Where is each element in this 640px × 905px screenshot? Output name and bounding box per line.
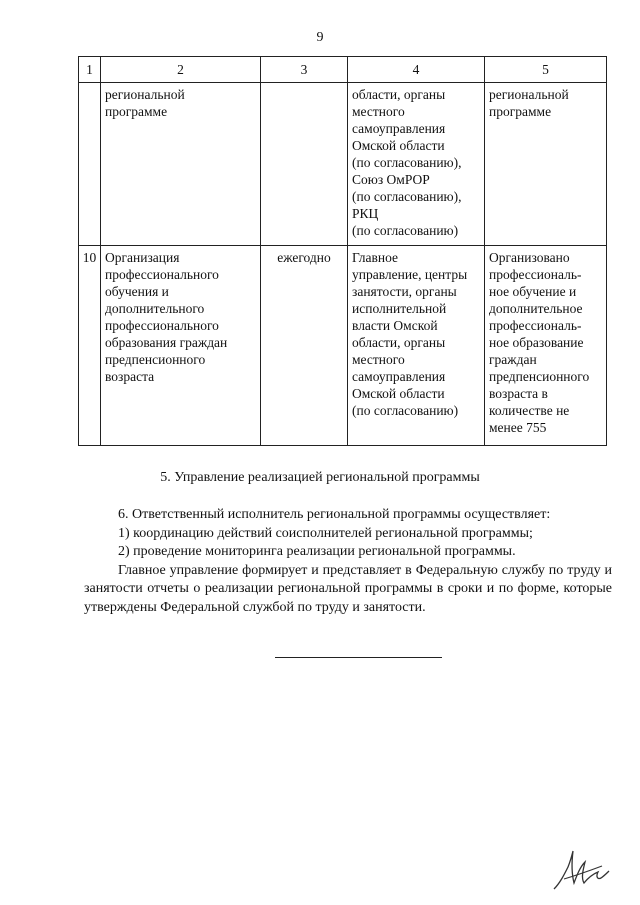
program-table [78,56,607,446]
header-col-1: 1 [79,57,101,83]
body-text [84,506,612,617]
row-number: 10 [79,246,101,446]
term-cell [261,83,348,246]
paragraph-monitoring: 2) проведение мониторинга реализации региональной программы. [118,544,516,559]
table-row [79,246,607,446]
table-header [79,57,607,83]
header-col-4: 4 [348,57,485,83]
section-title: 5. Управление реализацией региональной программы [160,470,480,485]
header-col-2: 2 [101,57,261,83]
table-row [79,83,607,246]
event-cell: Организация профессионального обучения и дополнительного профессионального образования граждан предпенсионного возраста [101,246,261,446]
executors-cell: Главное управление, центры занятости, органы исполнительной власти Омской области, органы местного самоуправления Омской области (по согласованию) [348,246,485,446]
result-cell: Организовано профессиональ- ное обучение и дополнительное профессиональ- ное образование граждан предпенсионного возраста в количестве не менее 755 [485,246,607,446]
executors-cell: области, органы местного самоуправления Омской области (по согласованию), Союз ОмРОР (по согласованию), РКЦ (по согласованию) [348,83,485,246]
row-number [79,83,101,246]
table-header-row [79,57,607,83]
header-col-3: 3 [261,57,348,83]
page-number: 9 [316,30,324,45]
signature-mark [550,845,612,895]
paragraph-responsible-executor: 6. Ответственный исполнитель региональной программы осуществляет: [118,507,551,522]
result-cell: региональной программе [485,83,607,246]
paragraph-reporting: Главное управление формирует и представляет в Федеральную службу по труду и занятости отчеты о реализации региональной программы в сроки и по форме, которые утверждены Федеральной службой по труду и занятости. [84,562,612,615]
table-body [79,83,607,446]
header-col-5: 5 [485,57,607,83]
event-cell: региональной программе [101,83,261,246]
end-divider [275,657,442,658]
paragraph-coordination: 1) координацию действий соисполнителей региональной программы; [118,525,533,541]
term-cell: ежегодно [261,246,348,446]
